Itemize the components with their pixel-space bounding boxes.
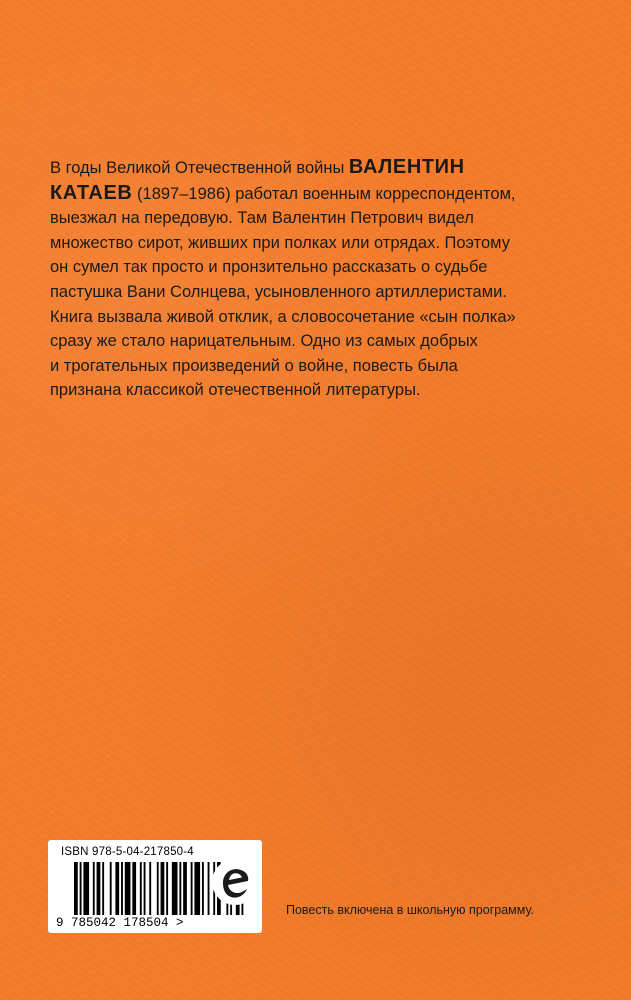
author-first-name: ВАЛЕНТИН (348, 156, 465, 178)
description-line: выезжал на передовую. Там Валентин Петрович видел (50, 209, 474, 228)
description-intro: В годы Великой Отечественной войны (50, 159, 349, 177)
book-description (50, 155, 610, 403)
isbn-label: ISBN 978-5-04-217850-4 (61, 846, 194, 858)
author-years-text: (1897–1986) работал военным корреспондентом, (132, 184, 516, 203)
description-line: сразу же стало нарицательным. Одно из самых добрых (50, 332, 478, 351)
description-line: Книга вызвала живой отклик, а словосочетание «сын полка» (50, 307, 516, 326)
eksmo-e-logo-icon (211, 858, 259, 906)
description-line: множество сирот, живших при полках или отрядах. Поэтому (50, 233, 510, 252)
description-line: признана классикой отечественной литературы. (50, 381, 421, 400)
description-line: и трогательных произведений о войне, повесть была (50, 356, 458, 375)
barcode-digits: 9 785042 178504 > (56, 915, 256, 931)
description-line-2 (50, 181, 610, 207)
school-program-note: Повесть включена в школьную программу. (286, 903, 534, 917)
description-line: пастушка Вани Солнцева, усыновленного артиллеристами. (50, 282, 507, 301)
author-last-name: КАТАЕВ (50, 181, 133, 204)
description-line-1 (50, 155, 610, 181)
description-line: он сумел так просто и пронзительно рассказать о судьбе (50, 258, 488, 277)
